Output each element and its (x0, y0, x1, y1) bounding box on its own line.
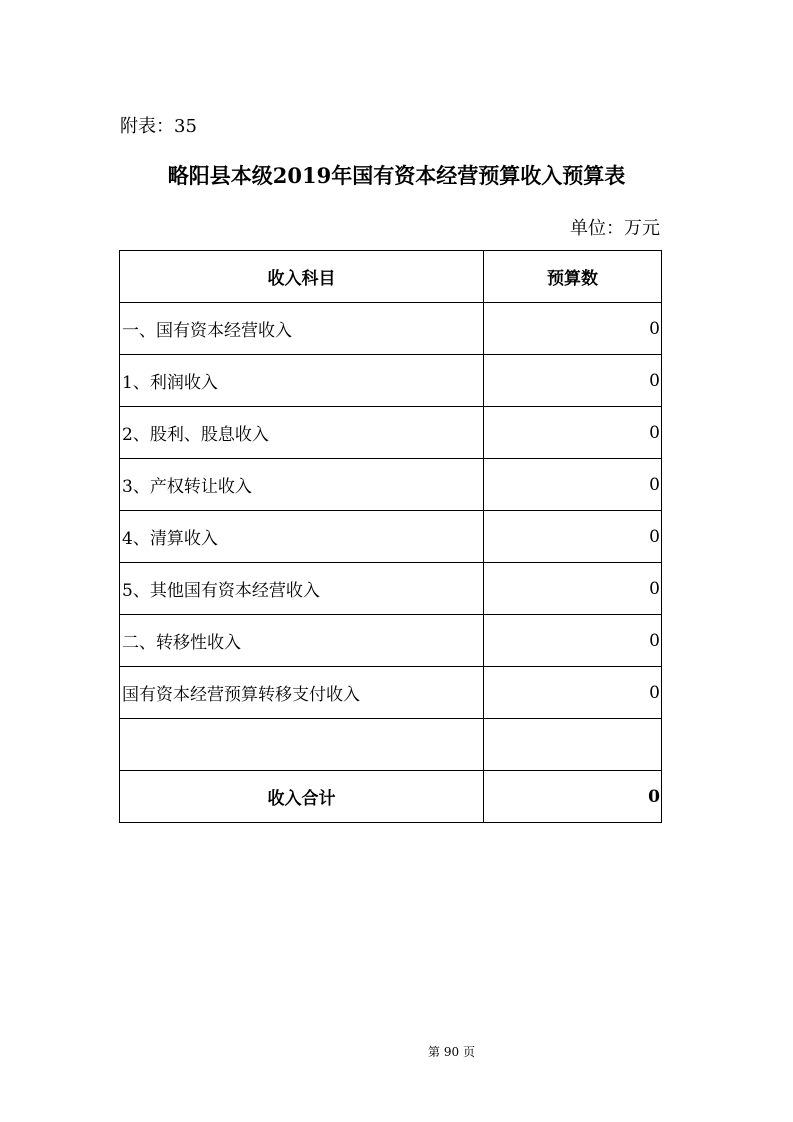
row-item: 国有资本经营预算转移支付收入 (120, 667, 484, 719)
page-number: 第 90 页 (428, 1045, 475, 1059)
row-item: 二、转移性收入 (120, 615, 484, 667)
row-item: 一、国有资本经营收入 (120, 303, 484, 355)
row-value: 0 (484, 667, 662, 719)
row-item: 3、产权转让收入 (120, 459, 484, 511)
table-row (120, 407, 662, 459)
row-value: 0 (484, 563, 662, 615)
row-value: 0 (484, 355, 662, 407)
page-title: 略阳县本级2019年国有资本经营预算收入预算表 (167, 163, 626, 188)
table-row (120, 511, 662, 563)
row-item: 2、股利、股息收入 (120, 407, 484, 459)
row-value (484, 719, 662, 771)
column-header-item: 收入科目 (120, 251, 484, 303)
row-value: 0 (484, 615, 662, 667)
column-header-amount: 预算数 (484, 251, 662, 303)
table-row (120, 459, 662, 511)
row-item: 1、利润收入 (120, 355, 484, 407)
budget-table (119, 250, 662, 823)
total-value: 0 (484, 771, 662, 823)
row-item: 4、清算收入 (120, 511, 484, 563)
table-row-empty (120, 719, 662, 771)
table-row (120, 615, 662, 667)
unit-label: 单位：万元 (570, 218, 660, 239)
total-row (120, 771, 662, 823)
table-header-row (120, 251, 662, 303)
table-row (120, 667, 662, 719)
row-item: 5、其他国有资本经营收入 (120, 563, 484, 615)
total-label: 收入合计 (120, 771, 484, 823)
attachment-label: 附表：35 (120, 116, 197, 137)
row-value: 0 (484, 303, 662, 355)
table-row (120, 563, 662, 615)
table-row (120, 303, 662, 355)
row-value: 0 (484, 459, 662, 511)
row-item (120, 719, 484, 771)
table-row (120, 355, 662, 407)
row-value: 0 (484, 511, 662, 563)
row-value: 0 (484, 407, 662, 459)
